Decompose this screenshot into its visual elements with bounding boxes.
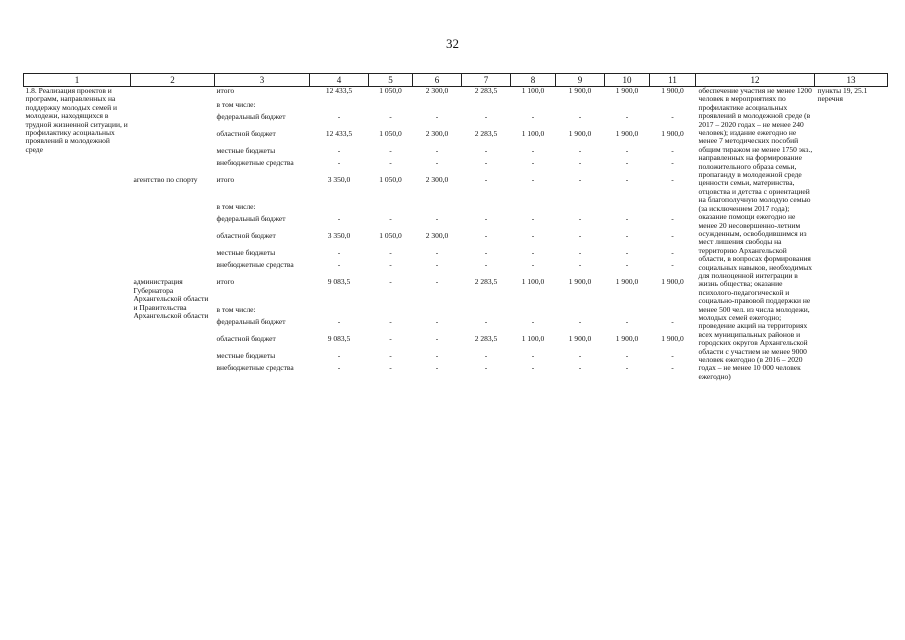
amount-cell: -: [531, 174, 535, 184]
amount-cell: 1 900,0: [661, 128, 684, 138]
amount-cell: -: [578, 260, 582, 270]
amount-cell: 1 100,0: [521, 334, 545, 344]
amount-cell: -: [531, 317, 535, 327]
amount-cell: -: [531, 111, 535, 121]
amount-cell: 2 283,5: [474, 334, 498, 344]
amount-cell: -: [578, 231, 582, 241]
amount-cell: 3 350,0: [327, 174, 351, 184]
amount-cell: -: [625, 317, 629, 327]
amount-cell: -: [435, 111, 439, 121]
program-table: [23, 73, 888, 381]
amount-cell: [369, 101, 413, 113]
amount-cell: -: [671, 351, 674, 361]
amount-cell: -: [531, 351, 535, 361]
column-number: 9: [556, 74, 605, 87]
amount-cell: 1 900,0: [661, 334, 684, 344]
amount-cell: -: [671, 111, 674, 121]
amount-cell: 2 300,0: [425, 128, 449, 138]
amount-cell: -: [484, 157, 488, 167]
measure-title: 1.8. Реализация проектов и программ, направленных на поддержку молодых семей и молодежи, находящихся в трудной жизненной ситуации, и профилактику асоциальных проявлений в молодежной среде: [25, 86, 128, 154]
amount-cell: -: [578, 111, 582, 121]
amount-cell: -: [337, 157, 341, 167]
amount-cell: -: [531, 363, 535, 373]
amount-cell: 1 900,0: [615, 86, 639, 95]
amount-cell: 1 050,0: [379, 86, 402, 95]
amount-cell: -: [435, 334, 439, 344]
amount-cell: -: [435, 351, 439, 361]
amount-cell: -: [578, 248, 582, 258]
column-number: 1: [24, 74, 131, 87]
amount-cell: -: [625, 111, 629, 121]
amount-cell: -: [625, 363, 629, 373]
amount-cell: -: [435, 248, 439, 258]
funding-source-cell: областной бюджет: [216, 128, 276, 138]
amount-cell: -: [484, 174, 488, 184]
amount-cell: -: [578, 214, 582, 224]
funding-source-cell: федеральный бюджет: [216, 111, 286, 121]
program-table-wrapper: [23, 73, 881, 381]
amount-cell: -: [389, 260, 392, 270]
funding-source-cell: итого: [216, 174, 235, 184]
amount-cell: 2 283,5: [474, 277, 498, 287]
table-body: [24, 87, 888, 382]
funding-source-cell: федеральный бюджет: [216, 317, 286, 327]
executor-cell: администрация Губернатора Архангельской области и Правительства Архангельской области: [133, 277, 209, 320]
column-number: 6: [413, 74, 462, 87]
amount-cell: 1 900,0: [568, 334, 592, 344]
amount-cell: -: [484, 363, 488, 373]
amount-cell: -: [671, 363, 674, 373]
amount-cell: 1 900,0: [615, 334, 639, 344]
funding-source-cell: итого: [216, 86, 235, 95]
amount-cell: -: [389, 145, 392, 155]
amount-cell: -: [531, 260, 535, 270]
amount-cell: -: [435, 277, 439, 287]
amount-cell: -: [625, 157, 629, 167]
amount-cell: [413, 101, 462, 113]
column-number: 2: [131, 74, 215, 87]
amount-cell: -: [389, 317, 392, 327]
column-number: 7: [462, 74, 511, 87]
amount-cell: [605, 101, 650, 113]
amount-cell: -: [389, 111, 392, 121]
funding-source-cell: итого: [216, 277, 235, 287]
amount-cell: -: [625, 248, 629, 258]
amount-cell: -: [671, 174, 674, 184]
amount-cell: 1 900,0: [615, 128, 639, 138]
amount-cell: 1 900,0: [568, 86, 592, 95]
column-number: 13: [815, 74, 888, 87]
amount-cell: -: [337, 248, 341, 258]
amount-cell: [556, 101, 605, 113]
amount-cell: -: [435, 157, 439, 167]
amount-cell: -: [671, 231, 674, 241]
amount-cell: -: [389, 157, 392, 167]
executor-cell: [131, 87, 215, 176]
amount-cell: -: [578, 174, 582, 184]
amount-cell: 1 100,0: [521, 128, 545, 138]
amount-cell: -: [531, 145, 535, 155]
amount-cell: -: [671, 145, 674, 155]
amount-cell: -: [625, 214, 629, 224]
funding-source-cell: внебюджетные средства: [216, 260, 294, 270]
amount-cell: -: [578, 317, 582, 327]
amount-cell: -: [625, 145, 629, 155]
expected-result-cell: обеспечение участия не менее 1200 человек в мероприятиях по профилактике асоциальных проявлений в молодежной среде (в 2017 – 2020 годах – не менее 240 человек); издание ежегодно не менее 7 методических пособий общим тиражом не менее 1750 экз., направленных на формирование положительного образа семьи, пропаганду в молодежной среде ценности семьи, материнства, отцовства и детства с ориентацией на благополучную молодую семью (за исключением 2017 года); оказание помощи ежегодно не менее 20 несовершенно-летним осужденным, освободившимся из мест лишения свободы на территорию Архангельской области, в вопросах формирования социальных навыков, необходимых для полноценной интеграции в жизнь общества; оказание психолого-педагогической и социально-правовой поддержки не менее 500 чел. из числа молодежи, молодых семей ежегодно; проведение акций на территориях всех муниципальных районов и городских округов Архангельской области с участием не менее 9000 человек ежегодно (в 2016 – 2020 годах – не менее 10 000 человек ежегодно): [698, 86, 813, 381]
amount-cell: -: [435, 214, 439, 224]
amount-cell: -: [531, 248, 535, 258]
amount-cell: 1 900,0: [568, 277, 592, 287]
table-header: [24, 74, 888, 87]
funding-source-cell: областной бюджет: [216, 334, 276, 344]
amount-cell: -: [484, 231, 488, 241]
amount-cell: -: [578, 145, 582, 155]
reference-cell: пункты 19, 25.1 перечня: [817, 86, 868, 104]
amount-cell: 1 900,0: [661, 86, 684, 95]
amount-cell: 1 900,0: [661, 277, 684, 287]
amount-cell: -: [531, 157, 535, 167]
amount-cell: -: [671, 248, 674, 258]
amount-cell: 2 300,0: [425, 231, 449, 241]
amount-cell: -: [337, 214, 341, 224]
amount-cell: -: [389, 214, 392, 224]
funding-source-cell: местные бюджеты: [216, 145, 276, 155]
amount-cell: -: [484, 111, 488, 121]
amount-cell: -: [435, 317, 439, 327]
amount-cell: -: [435, 260, 439, 270]
amount-cell: -: [484, 214, 488, 224]
amount-cell: -: [671, 317, 674, 327]
amount-cell: 1 900,0: [615, 277, 639, 287]
funding-source-cell: федеральный бюджет: [216, 214, 286, 224]
amount-cell: -: [435, 363, 439, 373]
amount-cell: 9 083,5: [327, 277, 351, 287]
column-number: 4: [310, 74, 369, 87]
amount-cell: -: [435, 145, 439, 155]
amount-cell: 1 100,0: [521, 86, 545, 95]
funding-source-cell: в том числе:: [216, 202, 256, 212]
amount-cell: [462, 101, 511, 113]
amount-cell: -: [625, 260, 629, 270]
amount-cell: [310, 101, 369, 113]
amount-cell: 2 283,5: [474, 86, 498, 95]
amount-cell: 1 050,0: [379, 128, 402, 138]
column-number: 11: [650, 74, 696, 87]
amount-cell: -: [484, 145, 488, 155]
amount-cell: [511, 101, 556, 113]
amount-cell: -: [625, 231, 629, 241]
amount-cell: 2 300,0: [425, 174, 449, 184]
column-number: 3: [215, 74, 310, 87]
amount-cell: -: [337, 145, 341, 155]
amount-cell: -: [337, 111, 341, 121]
funding-source-cell: местные бюджеты: [216, 248, 276, 258]
amount-cell: -: [337, 363, 341, 373]
amount-cell: -: [484, 317, 488, 327]
table-row: [24, 87, 888, 101]
amount-cell: -: [389, 277, 392, 287]
amount-cell: -: [531, 231, 535, 241]
funding-source-cell: в том числе:: [216, 305, 256, 315]
column-number-row: [24, 74, 888, 87]
amount-cell: -: [578, 157, 582, 167]
amount-cell: 1 050,0: [379, 231, 402, 241]
amount-cell: -: [337, 317, 341, 327]
column-number: 8: [511, 74, 556, 87]
amount-cell: [650, 101, 696, 113]
column-number: 5: [369, 74, 413, 87]
amount-cell: 1 100,0: [521, 277, 545, 287]
funding-source-cell: областной бюджет: [216, 231, 276, 241]
column-number: 12: [696, 74, 815, 87]
amount-cell: -: [337, 260, 341, 270]
page-number: 32: [446, 36, 459, 51]
amount-cell: -: [578, 363, 582, 373]
amount-cell: -: [625, 351, 629, 361]
amount-cell: -: [578, 351, 582, 361]
amount-cell: -: [671, 214, 674, 224]
amount-cell: 3 350,0: [327, 231, 351, 241]
amount-cell: -: [531, 214, 535, 224]
amount-cell: -: [389, 351, 392, 361]
amount-cell: 12 433,5: [325, 128, 353, 138]
amount-cell: 2 300,0: [425, 86, 449, 95]
funding-source-cell: внебюджетные средства: [216, 157, 294, 167]
amount-cell: -: [389, 248, 392, 258]
amount-cell: -: [337, 351, 341, 361]
amount-cell: 1 900,0: [568, 128, 592, 138]
amount-cell: -: [671, 260, 674, 270]
amount-cell: 1 050,0: [379, 174, 402, 184]
amount-cell: 9 083,5: [327, 334, 351, 344]
amount-cell: -: [389, 363, 392, 373]
amount-cell: -: [389, 334, 392, 344]
amount-cell: -: [625, 174, 629, 184]
column-number: 10: [605, 74, 650, 87]
amount-cell: -: [484, 351, 488, 361]
amount-cell: 2 283,5: [474, 128, 498, 138]
amount-cell: -: [671, 157, 674, 167]
executor-cell: агентство по спорту: [133, 174, 198, 184]
amount-cell: -: [484, 248, 488, 258]
funding-source-cell: внебюджетные средства: [216, 363, 294, 373]
funding-source-cell: местные бюджеты: [216, 351, 276, 361]
amount-cell: 12 433,5: [325, 86, 353, 95]
amount-cell: -: [484, 260, 488, 270]
funding-source-cell: в том числе:: [216, 99, 256, 109]
